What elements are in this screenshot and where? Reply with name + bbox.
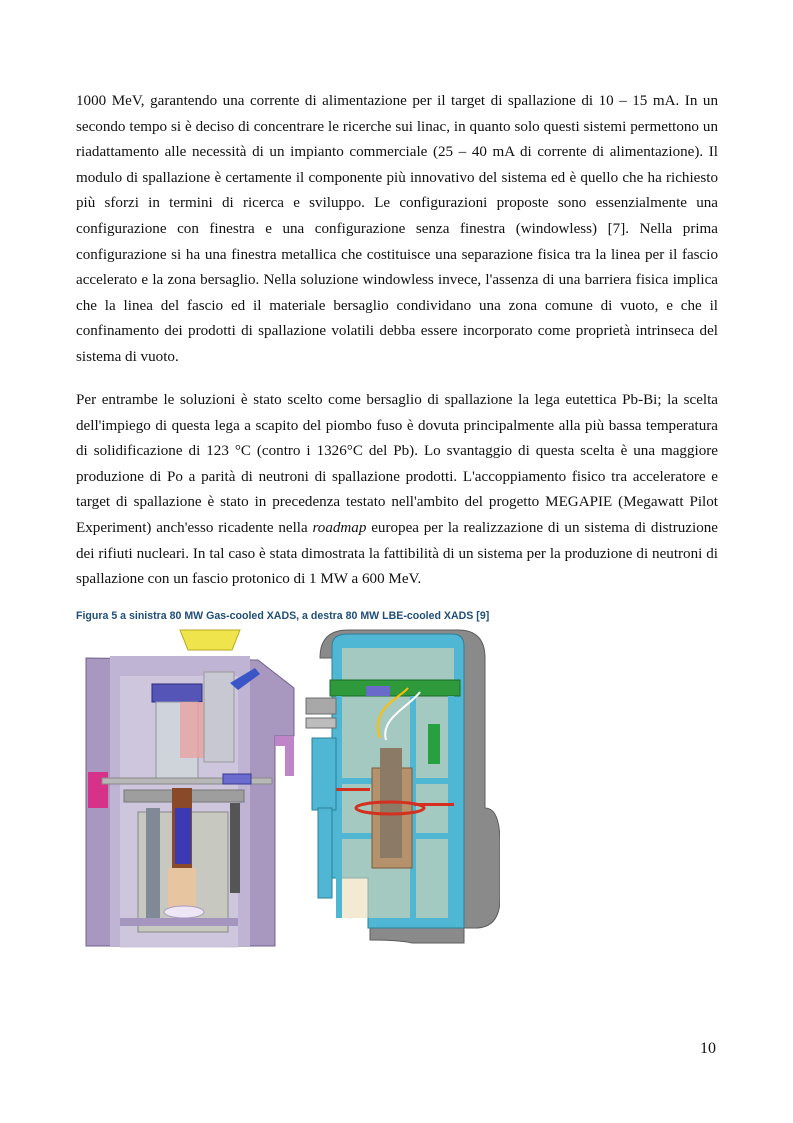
paragraph-1: 1000 MeV, garantendo una corrente di alimentazione per il target di spallazione di 10 – 15 mA. In un secondo tempo si è deciso di concentrare le ricerche sui linac, in quanto solo questi sistemi permettono un riadattamento alle necessità di un impianto commerciale (25 – 40 mA di corrente di alimentazione). Il modulo di spallazione è certamente il componente più innovativo del sistema ed è quello che ha richiesto più sforzi in termini di ricerca e sviluppo. Le configurazioni proposte sono essenzialmente una configurazione con finestra e una configurazione senza finestra (windowless) [7]. Nella prima configurazione si ha una finestra metallica che costituisce una separazione fisica tra la linea per il fascio accelerato e la zona bersaglio. Nella soluzione windowless invece, l'assenza di una barriera fisica implica che la linea del fascio ed il materiale bersaglio condividano una zona comune di vuoto, e che il confinamento dei prodotti di spallazione volatili debba essere incorporato come proprietà intrinseca del sistema di vuoto. — [76, 93, 718, 365]
paragraph-2 — [76, 388, 718, 593]
figure-caption: Figura 5 a sinistra 80 MW Gas-cooled XADS, a destra 80 MW LBE-cooled XADS [9] — [76, 610, 490, 622]
paragraph-2-text-b: europea per la realizzazione di un sistema di distruzione dei rifiuti nucleari. In tal caso è stata dimostrata la fattibilità di un sistema per la produzione di neutroni di spallazione con un fascio protonico di 1 MW a 600 MeV. — [76, 519, 718, 588]
figure-xads-cutaways — [80, 628, 500, 950]
lbe-cooled-xads-image — [306, 630, 500, 943]
paragraph-2-text-a: Per entrambe le soluzioni è stato scelto come bersaglio di spallazione la lega eutettica Pb-Bi; la scelta dell'impiego di questa lega a scapito del piombo fuso è dovuta principalmente alla più bassa temperatura di solidificazione di 123 °C (contro i 1326°C del Pb). Lo svantaggio di questa scelta è una maggiore produzione di Po a parità di neutroni di spallazione prodotti. L'accoppiamento fisico tra acceleratore e target di spallazione è stato in precedenza testato nell'ambito del progetto MEGAPIE (Megawatt Pilot Experiment) anch'esso ricadente nella — [76, 392, 718, 536]
roadmap-italic: roadmap — [312, 519, 367, 536]
page-number: 10 — [700, 1040, 716, 1057]
gas-cooled-xads-image — [86, 630, 294, 948]
